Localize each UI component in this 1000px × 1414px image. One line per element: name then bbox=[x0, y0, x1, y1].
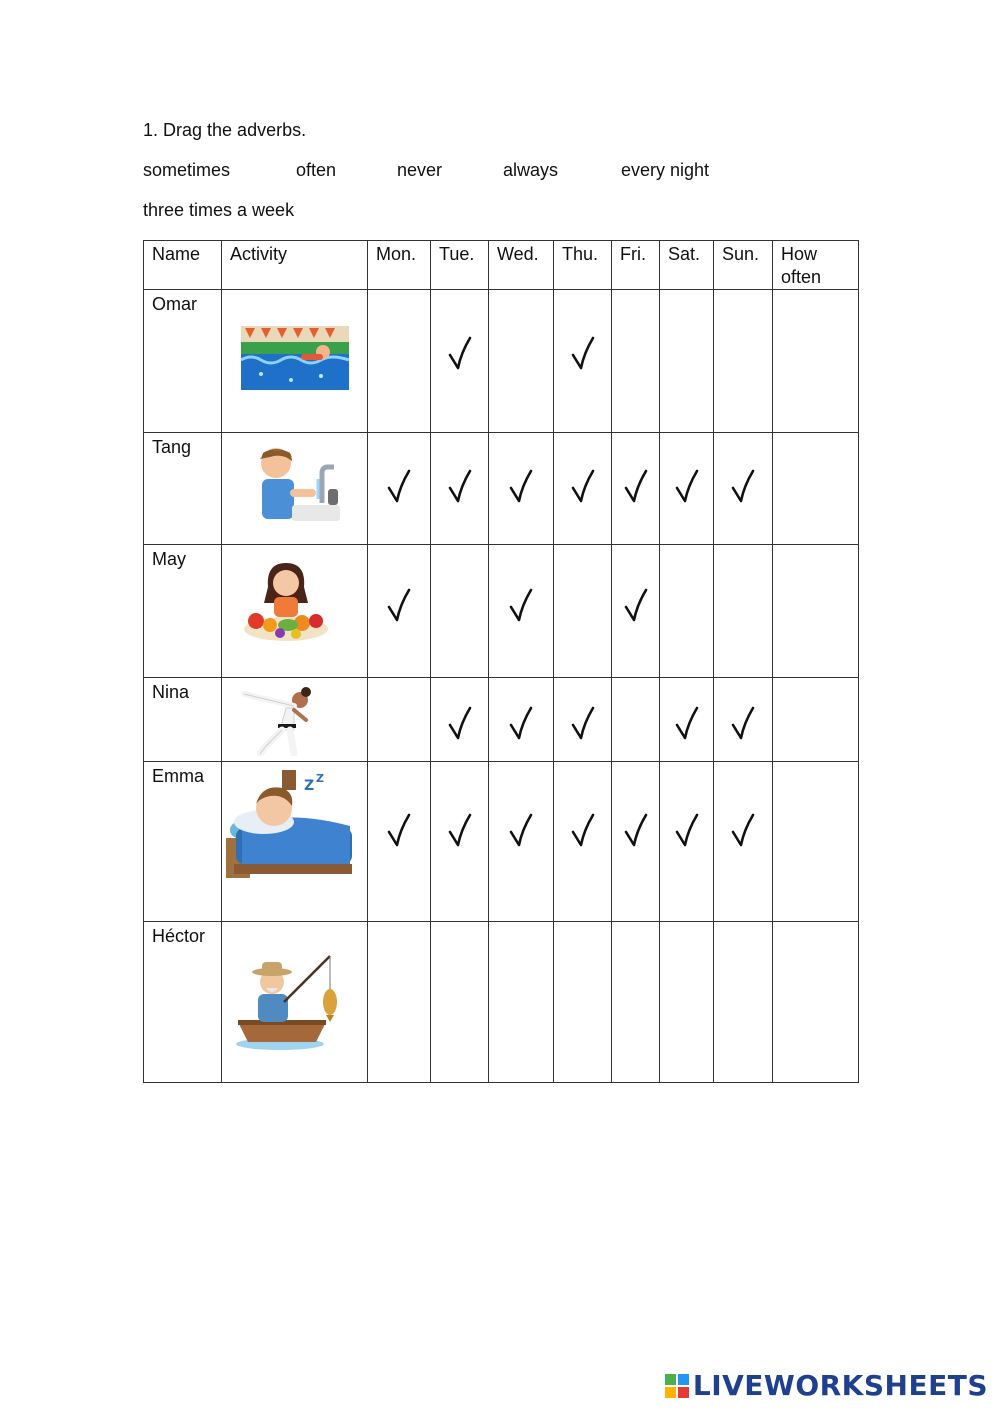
logo-blocks-icon bbox=[665, 1374, 689, 1398]
activity-cell bbox=[222, 922, 368, 1083]
sun-cell bbox=[714, 545, 773, 678]
mon-cell bbox=[368, 545, 431, 678]
header-thu: Thu. bbox=[554, 241, 612, 290]
fri-cell bbox=[612, 678, 660, 762]
check-mark-fri bbox=[623, 466, 649, 506]
tue-cell bbox=[431, 545, 489, 678]
karate-illustration-icon bbox=[236, 684, 316, 756]
answer-slot[interactable] bbox=[773, 290, 858, 432]
sat-cell bbox=[660, 678, 714, 762]
fri-cell bbox=[612, 433, 660, 545]
check-mark-wed bbox=[508, 585, 534, 625]
table-row bbox=[144, 290, 859, 433]
sun-cell bbox=[714, 922, 773, 1083]
swimming-illustration-icon bbox=[241, 326, 349, 390]
name-cell bbox=[144, 678, 222, 762]
mon-cell bbox=[368, 290, 431, 433]
sat-cell bbox=[660, 762, 714, 922]
check-mark-sun bbox=[730, 703, 756, 743]
adverb-never[interactable]: never bbox=[397, 160, 443, 180]
check-mark-tue bbox=[447, 810, 473, 850]
activity-cell bbox=[222, 678, 368, 762]
header-mon: Mon. bbox=[368, 241, 431, 290]
adverb-always[interactable]: always bbox=[503, 160, 559, 180]
how-often-drop-zone[interactable] bbox=[773, 762, 859, 922]
thu-cell bbox=[554, 545, 612, 678]
header-row bbox=[144, 241, 859, 290]
tue-cell bbox=[431, 922, 489, 1083]
answer-slot[interactable] bbox=[773, 433, 858, 544]
check-mark-sat bbox=[674, 703, 700, 743]
fri-cell bbox=[612, 290, 660, 433]
student-name: Nina bbox=[152, 682, 190, 702]
header-wed: Wed. bbox=[489, 241, 554, 290]
sat-cell bbox=[660, 545, 714, 678]
wed-cell bbox=[489, 433, 554, 545]
thu-cell bbox=[554, 290, 612, 433]
check-mark-sun bbox=[730, 810, 756, 850]
liveworksheets-logo bbox=[665, 1369, 988, 1402]
mon-cell bbox=[368, 922, 431, 1083]
wed-cell bbox=[489, 922, 554, 1083]
sat-cell bbox=[660, 922, 714, 1083]
header-how-often: How often bbox=[773, 241, 859, 290]
how-often-drop-zone[interactable] bbox=[773, 433, 859, 545]
tue-cell bbox=[431, 762, 489, 922]
activity-cell bbox=[222, 433, 368, 545]
fri-cell bbox=[612, 922, 660, 1083]
thu-cell bbox=[554, 922, 612, 1083]
adverb-sometimes[interactable]: sometimes bbox=[143, 160, 231, 180]
mon-cell bbox=[368, 762, 431, 922]
schedule-table bbox=[143, 240, 859, 1083]
mon-cell bbox=[368, 678, 431, 762]
answer-slot[interactable] bbox=[773, 545, 858, 677]
sun-cell bbox=[714, 290, 773, 433]
check-mark-sat bbox=[674, 810, 700, 850]
student-name: Tang bbox=[152, 437, 192, 457]
tue-cell bbox=[431, 290, 489, 433]
adverb-every-night[interactable]: every night bbox=[621, 160, 710, 180]
fishing-illustration-icon bbox=[234, 952, 346, 1052]
sun-cell bbox=[714, 433, 773, 545]
name-cell bbox=[144, 922, 222, 1083]
answer-slot[interactable] bbox=[773, 678, 858, 761]
fri-cell bbox=[612, 762, 660, 922]
check-mark-tue bbox=[447, 333, 473, 373]
check-mark-wed bbox=[508, 810, 534, 850]
header-activity: Activity bbox=[222, 241, 368, 290]
sat-cell bbox=[660, 433, 714, 545]
wed-cell bbox=[489, 678, 554, 762]
header-name: Name bbox=[144, 241, 222, 290]
check-mark-wed bbox=[508, 466, 534, 506]
table-row bbox=[144, 922, 859, 1083]
check-mark-thu bbox=[570, 703, 596, 743]
wed-cell bbox=[489, 762, 554, 922]
how-often-drop-zone[interactable] bbox=[773, 290, 859, 433]
check-mark-fri bbox=[623, 585, 649, 625]
eating-fruit-illustration-icon bbox=[240, 559, 332, 645]
check-mark-thu bbox=[570, 810, 596, 850]
check-mark-fri bbox=[623, 810, 649, 850]
mon-cell bbox=[368, 433, 431, 545]
how-often-drop-zone[interactable] bbox=[773, 678, 859, 762]
activity-cell bbox=[222, 290, 368, 433]
table-row bbox=[144, 433, 859, 545]
thu-cell bbox=[554, 433, 612, 545]
student-name: Omar bbox=[152, 294, 197, 314]
answer-slot[interactable] bbox=[773, 922, 858, 1082]
check-mark-mon bbox=[386, 810, 412, 850]
sat-cell bbox=[660, 290, 714, 433]
name-cell bbox=[144, 545, 222, 678]
svg-text:Z: Z bbox=[316, 772, 324, 785]
check-mark-tue bbox=[447, 703, 473, 743]
table-row bbox=[144, 762, 859, 922]
logo-text: LIVEWORKSHEETS bbox=[692, 1369, 988, 1402]
washing-hands-illustration-icon bbox=[242, 443, 342, 523]
header-sun: Sun. bbox=[714, 241, 773, 290]
adverb-three-times-a-week[interactable]: three times a week bbox=[143, 200, 295, 220]
fri-cell bbox=[612, 545, 660, 678]
sun-cell bbox=[714, 678, 773, 762]
check-mark-thu bbox=[570, 466, 596, 506]
header-tue: Tue. bbox=[431, 241, 489, 290]
sun-cell bbox=[714, 762, 773, 922]
tue-cell bbox=[431, 433, 489, 545]
table-row bbox=[144, 545, 859, 678]
tue-cell bbox=[431, 678, 489, 762]
header-sat: Sat. bbox=[660, 241, 714, 290]
how-often-drop-zone[interactable] bbox=[773, 922, 859, 1083]
how-often-drop-zone[interactable] bbox=[773, 545, 859, 678]
wed-cell bbox=[489, 545, 554, 678]
check-mark-thu bbox=[570, 333, 596, 373]
header-fri: Fri. bbox=[612, 241, 660, 290]
student-name: Héctor bbox=[152, 926, 206, 946]
instruction-text: 1. Drag the adverbs. bbox=[143, 120, 307, 140]
activity-cell bbox=[222, 545, 368, 678]
thu-cell bbox=[554, 678, 612, 762]
svg-text:Z: Z bbox=[304, 778, 315, 794]
check-mark-sat bbox=[674, 466, 700, 506]
check-mark-mon bbox=[386, 466, 412, 506]
name-cell bbox=[144, 290, 222, 433]
answer-slot[interactable] bbox=[773, 762, 858, 921]
thu-cell bbox=[554, 762, 612, 922]
check-mark-wed bbox=[508, 703, 534, 743]
student-name: Emma bbox=[152, 766, 205, 786]
check-mark-mon bbox=[386, 585, 412, 625]
table-row bbox=[144, 678, 859, 762]
wed-cell bbox=[489, 290, 554, 433]
student-name: May bbox=[152, 549, 187, 569]
name-cell bbox=[144, 433, 222, 545]
sleeping-illustration-icon bbox=[222, 768, 352, 880]
check-mark-sun bbox=[730, 466, 756, 506]
activity-cell bbox=[222, 762, 368, 922]
name-cell bbox=[144, 762, 222, 922]
check-mark-tue bbox=[447, 466, 473, 506]
adverb-often[interactable]: often bbox=[296, 160, 337, 180]
